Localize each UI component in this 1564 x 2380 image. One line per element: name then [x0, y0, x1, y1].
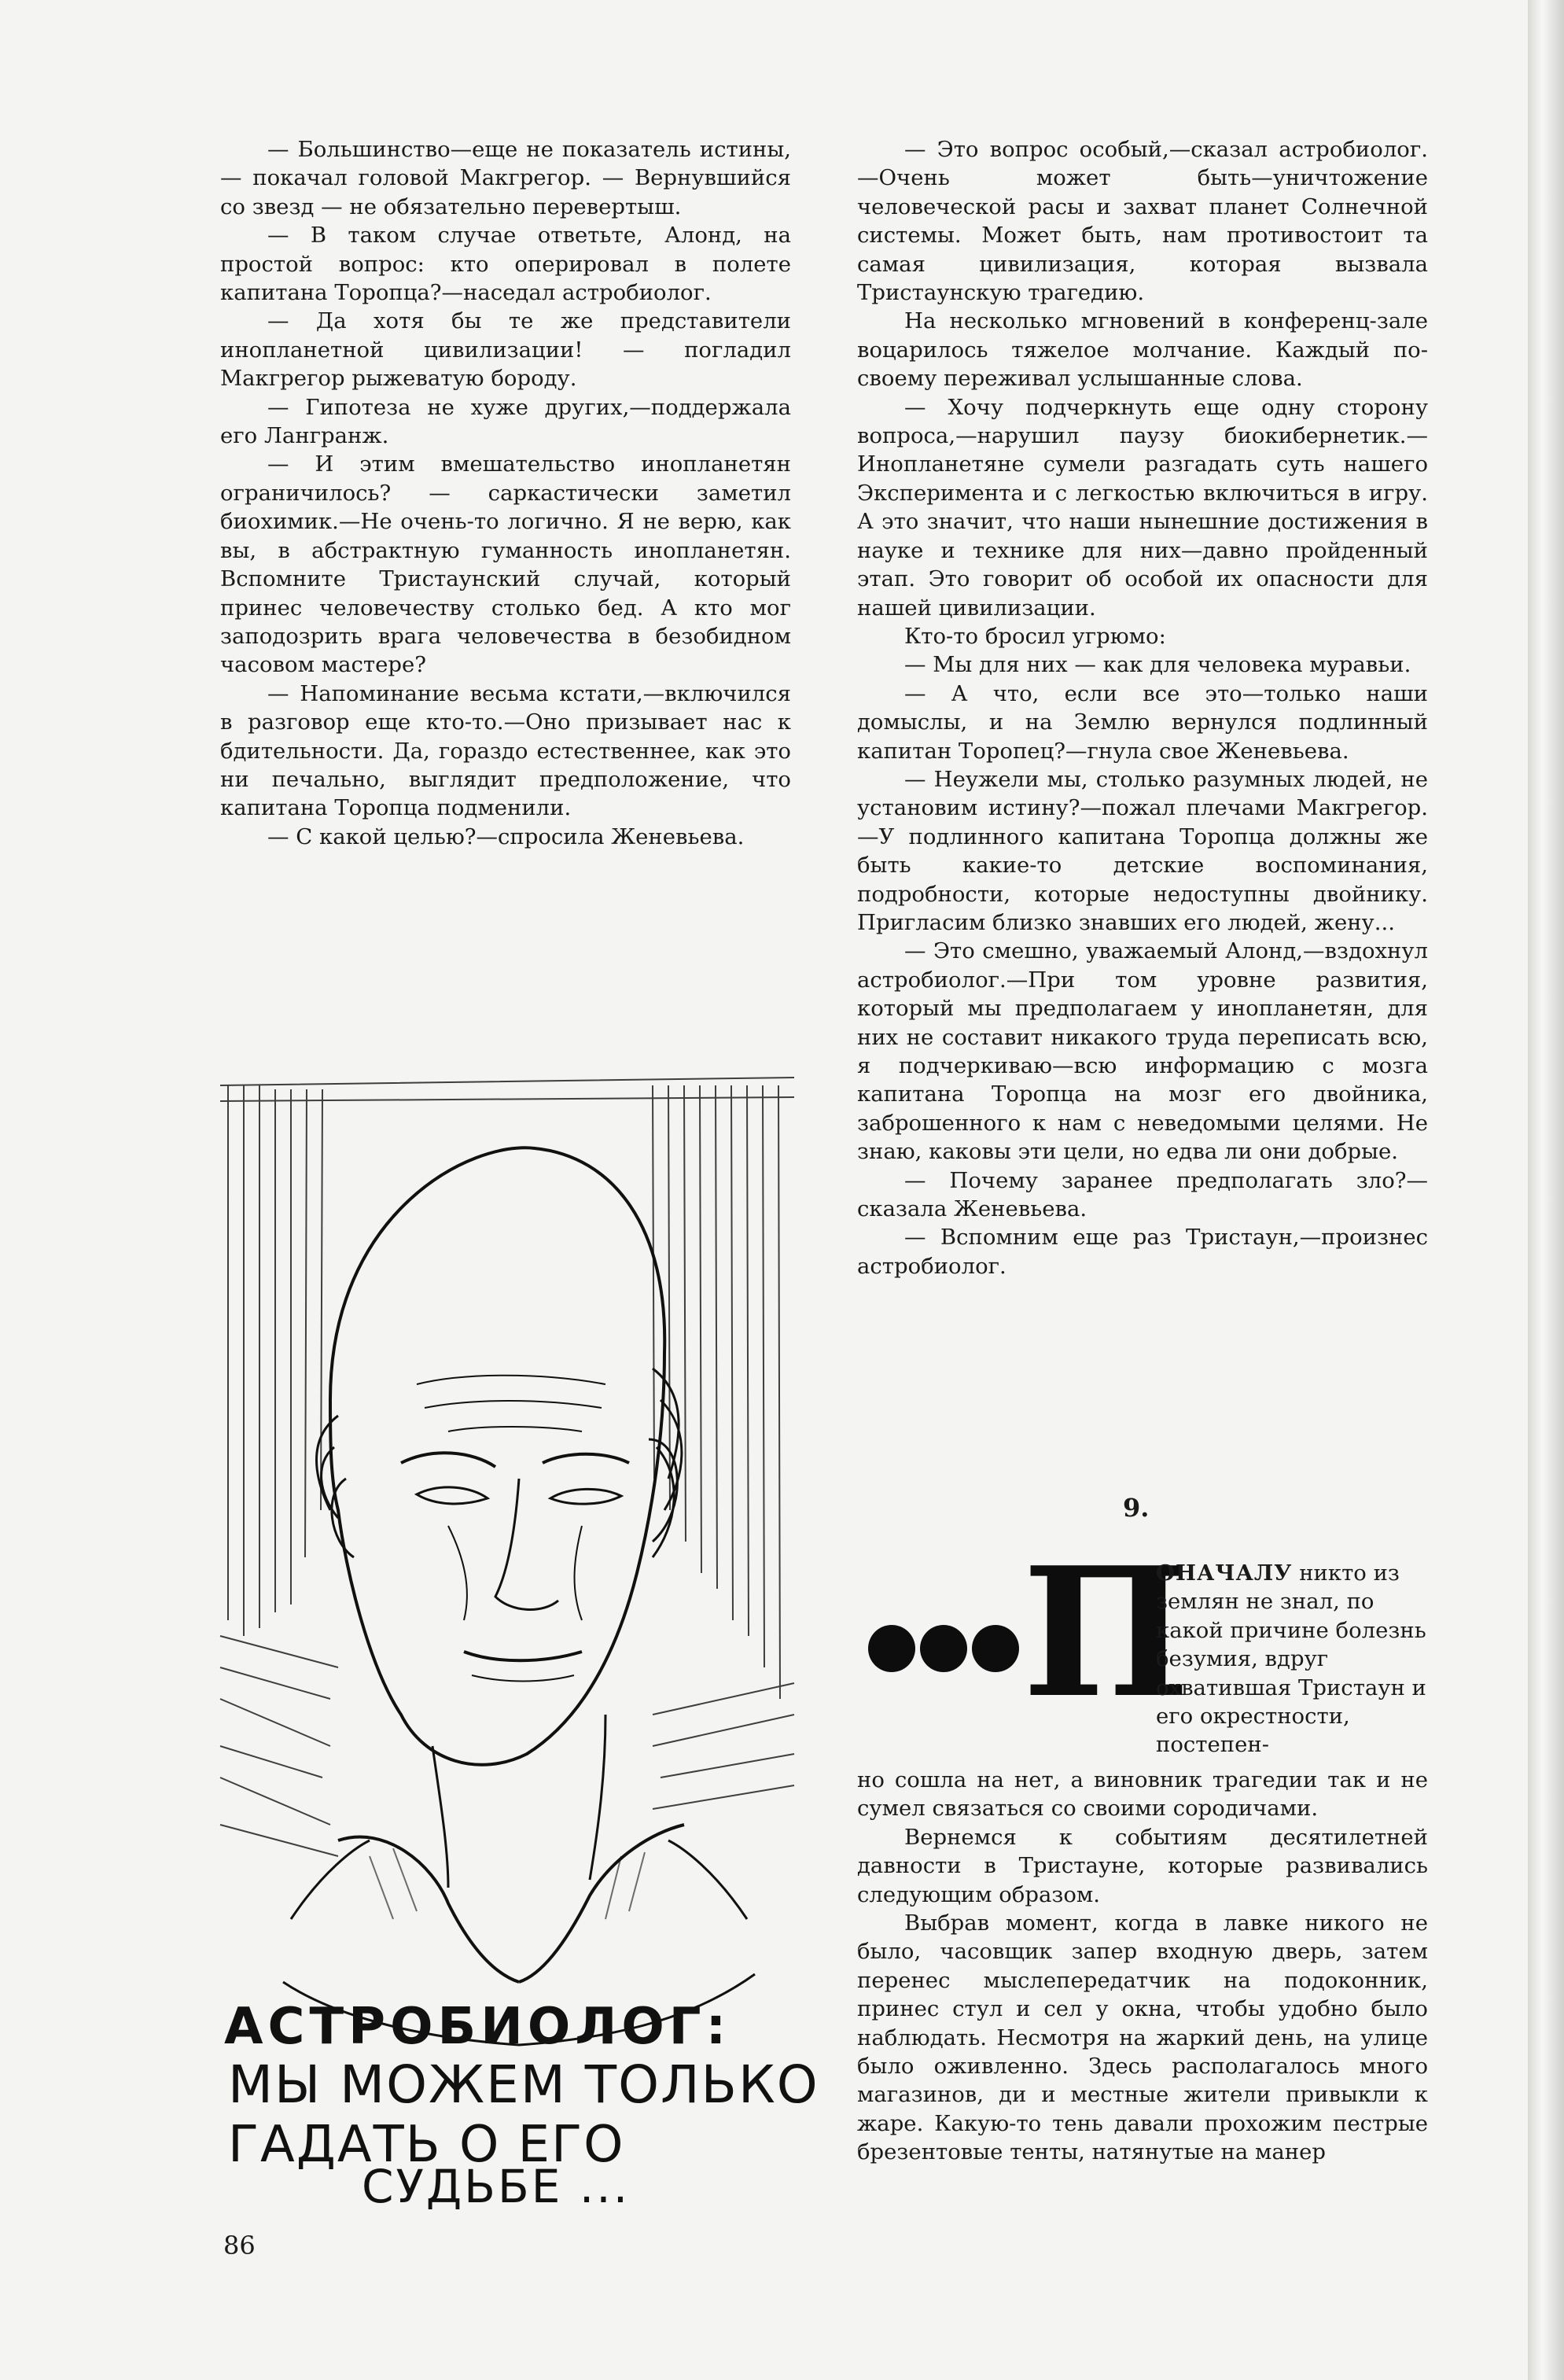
left-paragraph: — Напоминание весьма кстати,—включился в разговор еще кто-то.—Оно призывает нас к бдительности. Да, гораздо естественнее, как это ни печально, выглядит предположение, что капитана Торопца подменили. — [220, 680, 791, 821]
section-body — [857, 1766, 1428, 2167]
neck — [432, 1715, 605, 1888]
dropcap-word: ОНАЧАЛУ — [1156, 1560, 1293, 1586]
right-paragraph: — Неужели мы, столько разумных людей, не установим истину?—пожал плечами Макгрегор.—У подлинного капитана Торопца должны же быть какие-то детские воспоминания, подробности, которые недоступны двойнику. Пригласим близко знавших его людей, жену... — [857, 766, 1428, 935]
left-paragraph: — Да хотя бы те же представители инопланетной цивилизации! — погладил Макгрегор рыжеватую бороду. — [220, 308, 791, 392]
section-paragraph: но сошла на нет, а виновник трагедии так и не сумел связаться со своими сородичами. — [857, 1767, 1428, 1822]
dropcap-sentence: никто из землян не знал, по какой причине болезнь безумия, вдруг охватившая Тристаун и его окрестности, постепен- — [1156, 1560, 1426, 1758]
page-edge — [1528, 0, 1564, 2380]
right-brow — [543, 1454, 629, 1463]
caption-line: АСТРОБИОЛОГ: — [224, 1998, 731, 2056]
caption-line: МЫ МОЖЕМ ТОЛЬКО — [228, 2054, 819, 2115]
left-paragraph: — И этим вмешательство инопланетян ограничилось? — саркастически заметил биохимик.—Не очень-то логично. Я не верю, как вы, в абстрактную гуманность инопланетян. Вспомните Тристаунский случай, который принес человечеству столько бед. А кто мог заподозрить врага человечества в безобидном часовом мастере? — [220, 451, 791, 678]
left-column — [220, 135, 791, 851]
right-paragraph: — Это вопрос особый,—сказал астробиолог.—Очень может быть—уничтожение человеческой расы и захват планет Солнечной системы. Может быть, нам противостоит та самая цивилизация, которая вызвала Тристаунскую трагедию. — [857, 137, 1428, 306]
illustration-caption — [212, 1998, 819, 2213]
dropcap-ellipsis-dots — [865, 1614, 1022, 1677]
section-paragraph: Вернемся к событиям десятилетней давности в Тристауне, которые развивались следующим образом. — [857, 1824, 1428, 1907]
right-paragraph: Кто-то бросил угрюмо: — [904, 623, 1166, 649]
left-paragraph: — Гипотеза не хуже других,—поддержала его Лангранж. — [220, 394, 791, 449]
right-paragraph: — Мы для них — как для человека муравьи. — [904, 652, 1411, 678]
caption-line: СУДЬБЕ ... — [362, 2160, 631, 2213]
right-column — [857, 135, 1428, 1280]
caption-line: ГАДАТЬ О ЕГО — [228, 2116, 625, 2174]
dropcap-text — [1156, 1559, 1428, 1759]
hatch-background — [220, 1078, 794, 1856]
right-paragraph: — А что, если все это—только наши домыслы, и на Землю вернулся подлинный капитан Торопец?—гнула свое Женевьева. — [857, 680, 1428, 764]
mouth — [464, 1652, 582, 1660]
section-number: 9. — [1123, 1493, 1150, 1523]
left-eye — [417, 1487, 488, 1504]
collar — [338, 1825, 684, 1982]
left-paragraph: — Большинство—еще не показатель истины, — покачал головой Макгрегор. — Вернувшийся со звезд — не обязательно перевертыш. — [220, 137, 791, 219]
right-eye — [550, 1489, 621, 1504]
left-paragraph: — С какой целью?—спросила Женевьева. — [267, 823, 745, 849]
right-paragraph: — Хочу подчеркнуть еще одну сторону вопроса,—нарушил паузу биокибернетик.—Инопланетяне сумели разгадать суть нашего Эксперимента и с легкостью включиться в игру. А это значит, что наши нынешние достижения в науке и технике для них—давно пройденный этап. Это говорит об особой их опасности для нашей цивилизации. — [857, 394, 1428, 621]
right-paragraph: На несколько мгновений в конференц-зале воцарилось тяжелое молчание. Каждый по-своему переживал услышанные слова. — [857, 308, 1428, 392]
dropcap-letter: П — [1022, 1529, 1190, 1737]
right-paragraph: — Почему заранее предполагать зло?—сказала Женевьева. — [857, 1167, 1428, 1222]
left-paragraph: — В таком случае ответьте, Алонд, на простой вопрос: кто оперировал в полете капитана Торопца?—наседал астробиолог. — [220, 223, 791, 306]
section-paragraph: Выбрав момент, когда в лавке никого не было, часовщик запер входную дверь, затем перенес мыслепередатчик на подоконник, принес стул и сел у окна, чтобы удобно было наблюдать. Несмотря на жаркий день, на улице было оживленно. Здесь располагалось много магазинов, ди и местные жители привыкли к жаре. Какую-то тень давали прохожим пестрые брезентовые тенты, натянутые на манер — [857, 1910, 1428, 2165]
chapter-opening — [857, 1529, 1428, 1779]
right-paragraph: — Это смешно, уважаемый Алонд,—вздохнул астробиолог.—При том уровне развития, который мы предполагаем у инопланетян, для них не составит никакого труда переписать всю, я подчеркиваю—всю информацию с мозга капитана Торопца на мозг его двойника, заброшенного к нам с неведомыми целями. Не знаю, каковы эти цели, но едва ли они добрые. — [857, 938, 1428, 1165]
page-number: 86 — [223, 2231, 256, 2260]
right-paragraph: — Вспомним еще раз Тристаун,—произнес астробиолог. — [857, 1225, 1428, 1279]
left-brow — [401, 1453, 495, 1467]
